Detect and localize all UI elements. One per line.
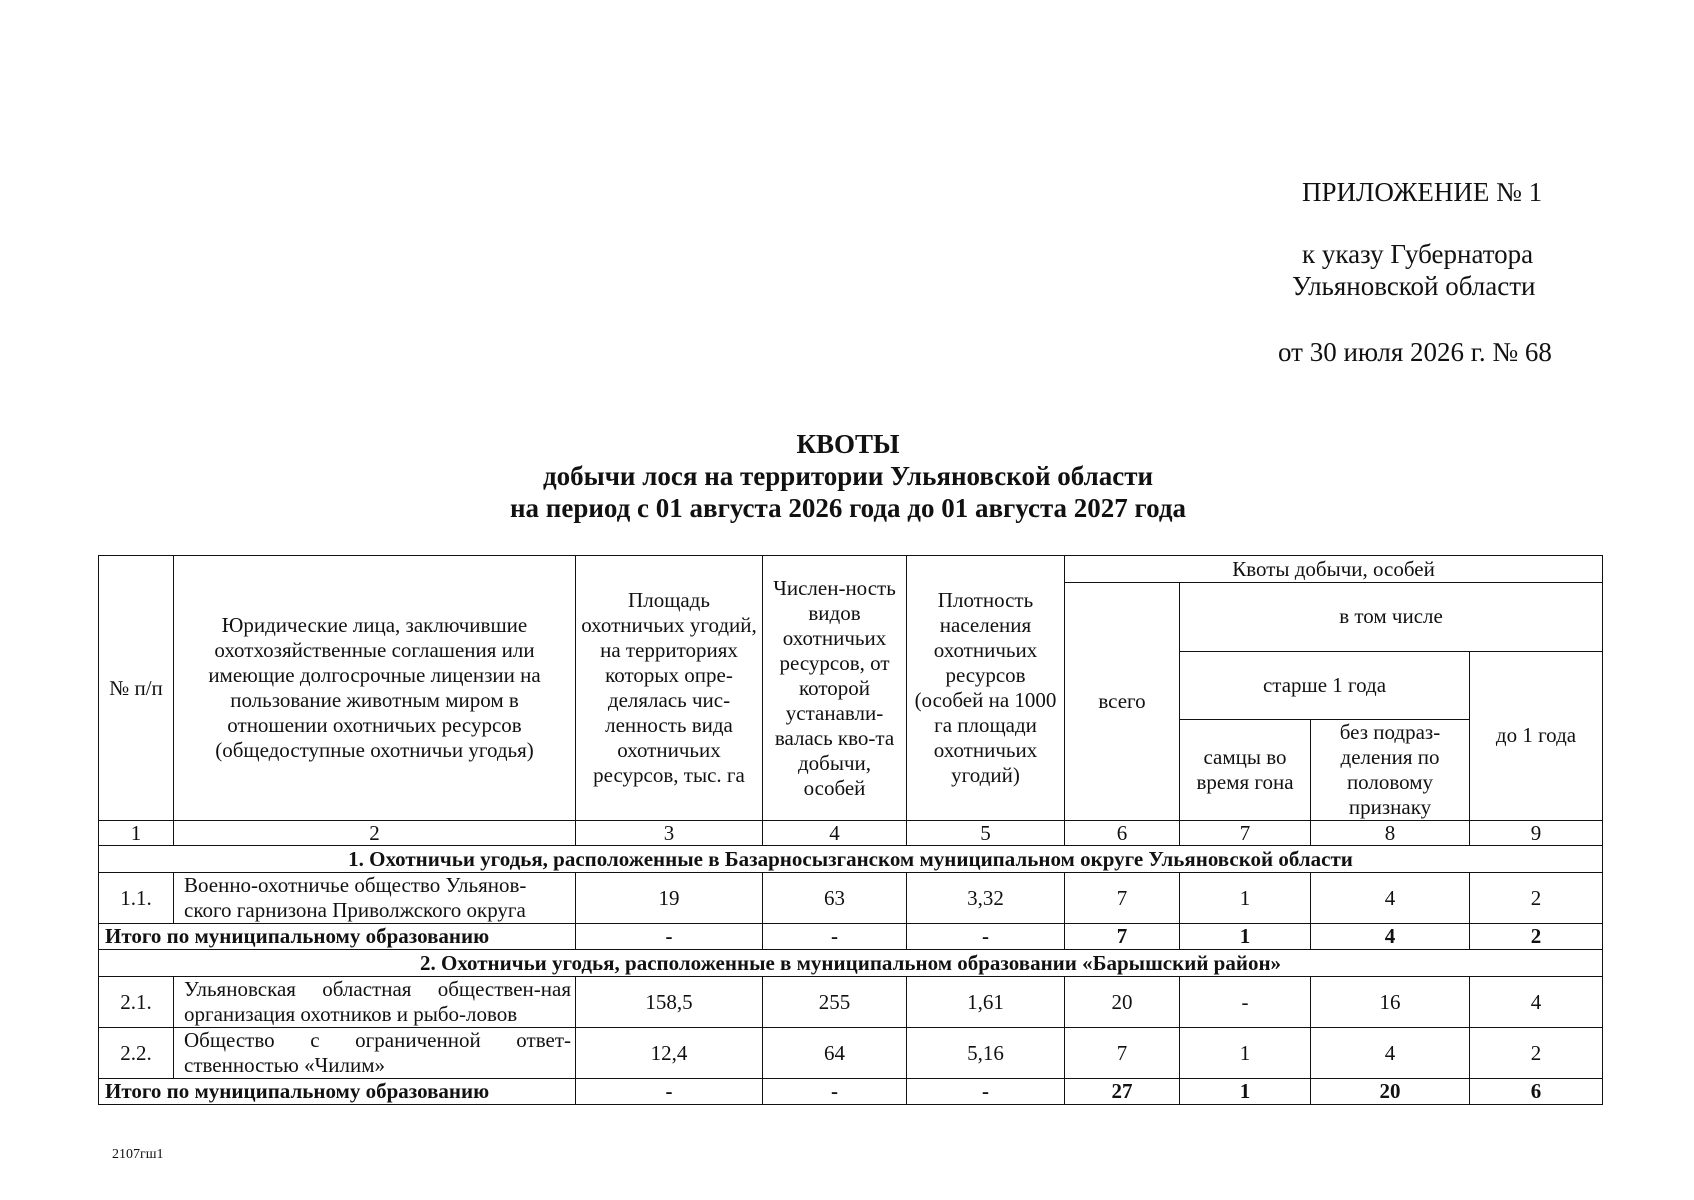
region-name: Ульяновской области <box>1292 271 1536 301</box>
row-area: 12,4 <box>576 1028 763 1079</box>
col-num-9: 9 <box>1470 821 1603 846</box>
col-num-5: 5 <box>907 821 1065 846</box>
section-1-row <box>99 846 1603 873</box>
row-num: 1.1. <box>99 873 174 924</box>
subtotal-row <box>99 1079 1603 1105</box>
decree-reference: к указу Губернатора <box>1302 239 1534 269</box>
column-numbers-row <box>99 821 1603 846</box>
subtotal-density: - <box>907 1079 1065 1105</box>
appendix-label: ПРИЛОЖЕНИЕ № 1 <box>1302 177 1543 207</box>
row-population: 64 <box>763 1028 907 1079</box>
subtotal-row <box>99 924 1603 950</box>
row-legal-entity: Ульяновская областная обществен-ная организация охотников и рыбо-ловов <box>174 977 576 1028</box>
col-num-3: 3 <box>576 821 763 846</box>
subtotal-density: - <box>907 924 1065 950</box>
table-row <box>99 977 1603 1028</box>
header-older-1-year: старше 1 года <box>1180 651 1470 720</box>
subtotal-no-sex: 4 <box>1311 924 1470 950</box>
subtotal-total: 7 <box>1065 924 1180 950</box>
header-including: в том числе <box>1180 583 1603 652</box>
row-density: 3,32 <box>907 873 1065 924</box>
title-line-3: на период с 01 августа 2026 года до 01 августа 2027 года <box>509 493 1187 523</box>
row-population: 63 <box>763 873 907 924</box>
header-quotas: Квоты добычи, особей <box>1065 556 1603 583</box>
row-area: 19 <box>576 873 763 924</box>
row-density: 5,16 <box>907 1028 1065 1079</box>
row-num: 2.1. <box>99 977 174 1028</box>
row-under-1: 2 <box>1470 1028 1603 1079</box>
col-num-1: 1 <box>99 821 174 846</box>
row-under-1: 2 <box>1470 873 1603 924</box>
row-no-sex: 4 <box>1311 1028 1470 1079</box>
header-total: всего <box>1065 583 1180 821</box>
row-area: 158,5 <box>576 977 763 1028</box>
row-total: 7 <box>1065 873 1180 924</box>
row-total: 20 <box>1065 977 1180 1028</box>
row-population: 255 <box>763 977 907 1028</box>
table-row <box>99 1028 1603 1079</box>
col-num-2: 2 <box>174 821 576 846</box>
row-males: 1 <box>1180 1028 1311 1079</box>
title-line-2: добычи лося на территории Ульяновской области <box>542 461 1154 491</box>
col-num-8: 8 <box>1311 821 1470 846</box>
subtotal-label: Итого по муниципальному образованию <box>99 1079 576 1105</box>
subtotal-label: Итого по муниципальному образованию <box>99 924 576 950</box>
row-no-sex: 4 <box>1311 873 1470 924</box>
subtotal-total: 27 <box>1065 1079 1180 1105</box>
header-population: Числен-ность видов охотничьих ресурсов, от которой устанавли-валась кво-та добычи, особей <box>763 556 907 821</box>
section-2-title: 2. Охотничьи угодья, расположенные в муниципальном образовании «Барышский район» <box>99 950 1603 977</box>
title-line-1: КВОТЫ <box>796 429 900 459</box>
subtotal-area: - <box>576 924 763 950</box>
col-num-6: 6 <box>1065 821 1180 846</box>
row-legal-entity: Военно-охотничье общество Ульянов-ского гарнизона Приволжского округа <box>174 873 576 924</box>
decree-date-number: от 30 июля 2026 г. № 68 <box>1278 337 1552 367</box>
document-title <box>98 428 1598 524</box>
header-area: Площадь охотничьих угодий, на территориях которых опре-делялась чис-ленность вида охотничьих ресурсов, тыс. га <box>576 556 763 821</box>
subtotal-males: 1 <box>1180 1079 1311 1105</box>
document-code: 2107гш1 <box>112 1147 164 1162</box>
table-row <box>99 873 1603 924</box>
header-density: Плотность населения охотничьих ресурсов (особей на 1000 га площади охотничьих угодий) <box>907 556 1065 821</box>
subtotal-area: - <box>576 1079 763 1105</box>
row-num: 2.2. <box>99 1028 174 1079</box>
subtotal-no-sex: 20 <box>1311 1079 1470 1105</box>
subtotal-under-1: 2 <box>1470 924 1603 950</box>
quota-table <box>98 555 1603 1105</box>
subtotal-population: - <box>763 924 907 950</box>
col-num-4: 4 <box>763 821 907 846</box>
row-under-1: 4 <box>1470 977 1603 1028</box>
row-legal-entity: Общество с ограниченной ответ-ственностью «Чилим» <box>174 1028 576 1079</box>
row-males: - <box>1180 977 1311 1028</box>
subtotal-population: - <box>763 1079 907 1105</box>
row-no-sex: 16 <box>1311 977 1470 1028</box>
section-2-row <box>99 950 1603 977</box>
row-density: 1,61 <box>907 977 1065 1028</box>
row-total: 7 <box>1065 1028 1180 1079</box>
subtotal-males: 1 <box>1180 924 1311 950</box>
col-num-7: 7 <box>1180 821 1311 846</box>
header-no-sex-division: без подраз-деления по половому признаку <box>1311 720 1470 821</box>
subtotal-under-1: 6 <box>1470 1079 1603 1105</box>
header-males-rut: самцы во время гона <box>1180 720 1311 821</box>
header-num: № п/п <box>99 556 174 821</box>
section-1-title: 1. Охотничьи угодья, расположенные в Базарносызганском муниципальном округе Ульяновской области <box>99 846 1603 873</box>
row-males: 1 <box>1180 873 1311 924</box>
header-legal-entities: Юридические лица, заключившие охотхозяйственные соглашения или имеющие долгосрочные лицензии на пользование животным миром в отношении охотничьих ресурсов (общедоступные охотничьи угодья) <box>174 556 576 821</box>
header-under-1-year: до 1 года <box>1470 651 1603 821</box>
